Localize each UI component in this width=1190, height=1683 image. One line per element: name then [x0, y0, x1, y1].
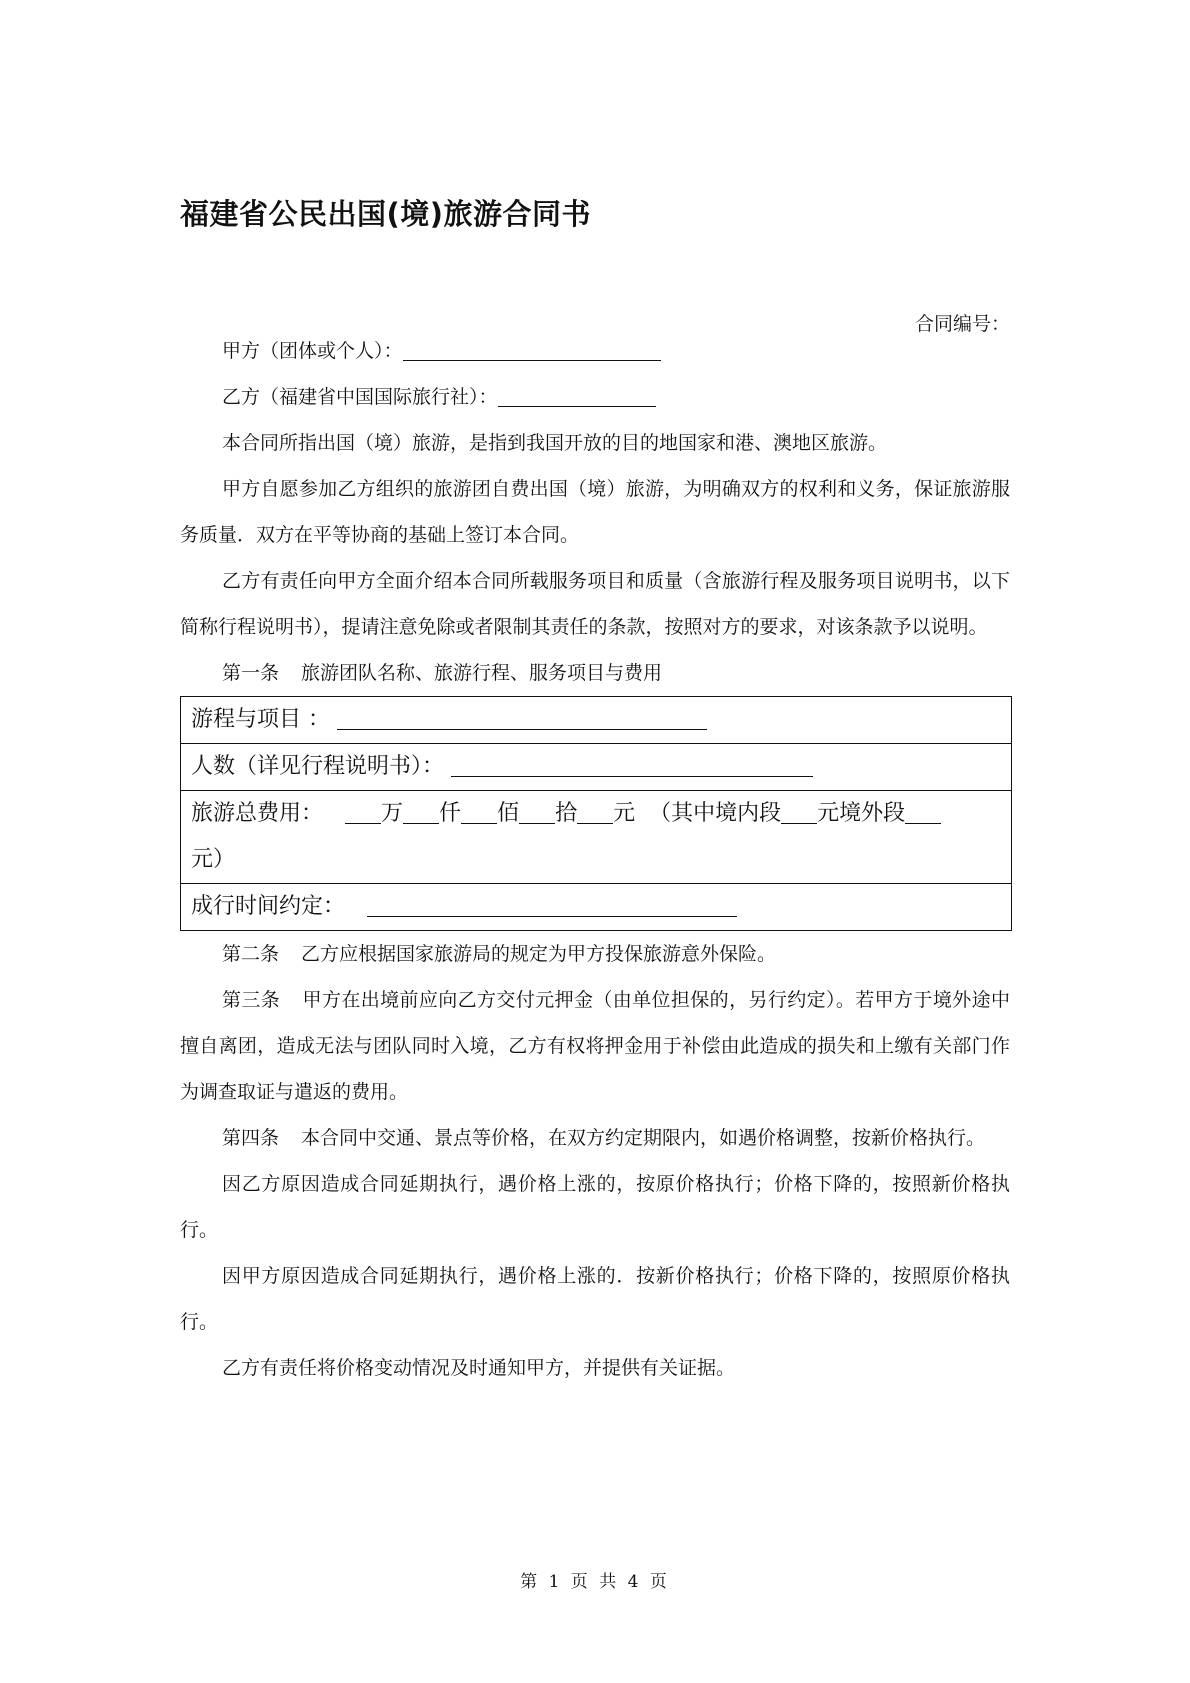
fee-bai-blank[interactable]: [461, 797, 497, 824]
fee-unit-qian: 仟: [439, 801, 462, 826]
party-a-blank[interactable]: [403, 334, 661, 361]
party-b-label: 乙方（福建省中国国际旅行社）：: [222, 386, 498, 408]
itinerary-blank[interactable]: [337, 703, 707, 730]
fee-unit-shi: 拾: [555, 801, 578, 826]
article-1-label: 第一条: [222, 662, 280, 684]
fee-domestic-prefix: （其中境内段: [649, 801, 782, 826]
para-scope: 本合同所指出国（境）旅游，是指到我国开放的目的地国家和港、澳地区旅游。: [222, 432, 888, 454]
article-1: [180, 650, 1010, 696]
fee-wan-blank[interactable]: [345, 797, 381, 824]
para-duty: 乙方有责任向甲方全面介绍本合同所载服务项目和质量（含旅游行程及服务项目说明书，以下简称行程说明书），提请注意免除或者限制其责任的条款，按照对方的要求，对该条款予以说明。: [180, 570, 1010, 638]
article-4: [180, 1115, 1010, 1161]
para-a-delay: 因甲方原因造成合同延期执行，遇价格上涨的．按新价格执行；价格下降的，按照原价格执行。: [180, 1265, 1010, 1333]
fee-unit-bai: 佰: [497, 801, 520, 826]
fee-domestic-blank[interactable]: [781, 797, 817, 824]
departure-blank[interactable]: [367, 890, 737, 917]
fee-end: 元）: [191, 847, 236, 872]
fee-foreign-prefix: 元境外段: [817, 801, 906, 826]
itinerary-label: 游程与项目 ：: [191, 707, 330, 732]
article-4-text: 本合同中交通、景点等价格，在双方约定期限内，如遇价格调整，按新价格执行。: [301, 1127, 986, 1149]
table-row-departure: [181, 884, 1012, 931]
article-3: [180, 977, 1010, 1115]
article-4-label: 第四条: [222, 1127, 280, 1149]
fee-unit-yuan: 元: [613, 801, 636, 826]
departure-label: 成行时间约定：: [191, 894, 346, 919]
party-b-blank[interactable]: [498, 380, 656, 407]
people-blank[interactable]: [451, 750, 813, 777]
table-row-fee: [181, 791, 1012, 884]
page-footer: 第 1 页 共 4 页: [520, 1572, 670, 1592]
table-row-people: [181, 744, 1012, 791]
article-2-text: 乙方应根据国家旅游局的规定为甲方投保旅游意外保险。: [301, 943, 777, 965]
fee-unit-wan: 万: [381, 801, 404, 826]
table-row-itinerary: [181, 697, 1012, 744]
article-2: [180, 931, 1010, 977]
contract-number-label: 合同编号：: [914, 313, 1010, 335]
article-3-label: 第三条: [222, 989, 281, 1011]
people-label: 人数（详见行程说明书）：: [191, 754, 445, 779]
fee-yuan-blank[interactable]: [577, 797, 613, 824]
fee-shi-blank[interactable]: [519, 797, 555, 824]
article-1-table: [180, 696, 1012, 931]
party-a-label: 甲方（团体或个人）：: [222, 340, 403, 362]
para-b-delay: 因乙方原因造成合同延期执行，遇价格上涨的，按原价格执行；价格下降的，按照新价格执行。: [180, 1173, 1010, 1241]
fee-qian-blank[interactable]: [403, 797, 439, 824]
party-b-line: [180, 374, 1010, 420]
document-title: 福建省公民出国(境)旅游合同书: [180, 197, 592, 231]
para-purpose: 甲方自愿参加乙方组织的旅游团自费出国（境）旅游，为明确双方的权利和义务，保证旅游服务质量．双方在平等协商的基础上签订本合同。: [180, 478, 1010, 546]
party-a-line: [180, 328, 1010, 374]
fee-label: 旅游总费用：: [191, 801, 324, 826]
para-notify: 乙方有责任将价格变动情况及时通知甲方，并提供有关证据。: [222, 1357, 736, 1379]
article-1-text: 旅游团队名称、旅游行程、服务项目与费用: [301, 662, 663, 684]
article-2-label: 第二条: [222, 943, 280, 965]
fee-foreign-blank[interactable]: [905, 797, 941, 824]
article-3-text: 甲方在出境前应向乙方交付元押金（由单位担保的，另行约定）。若甲方于境外途中擅自离团，造成无法与团队同时入境，乙方有权将押金用于补偿由此造成的损失和上缴有关部门作为调查取证与遣返的费用。: [180, 989, 1010, 1103]
document-body: [180, 328, 1010, 1391]
